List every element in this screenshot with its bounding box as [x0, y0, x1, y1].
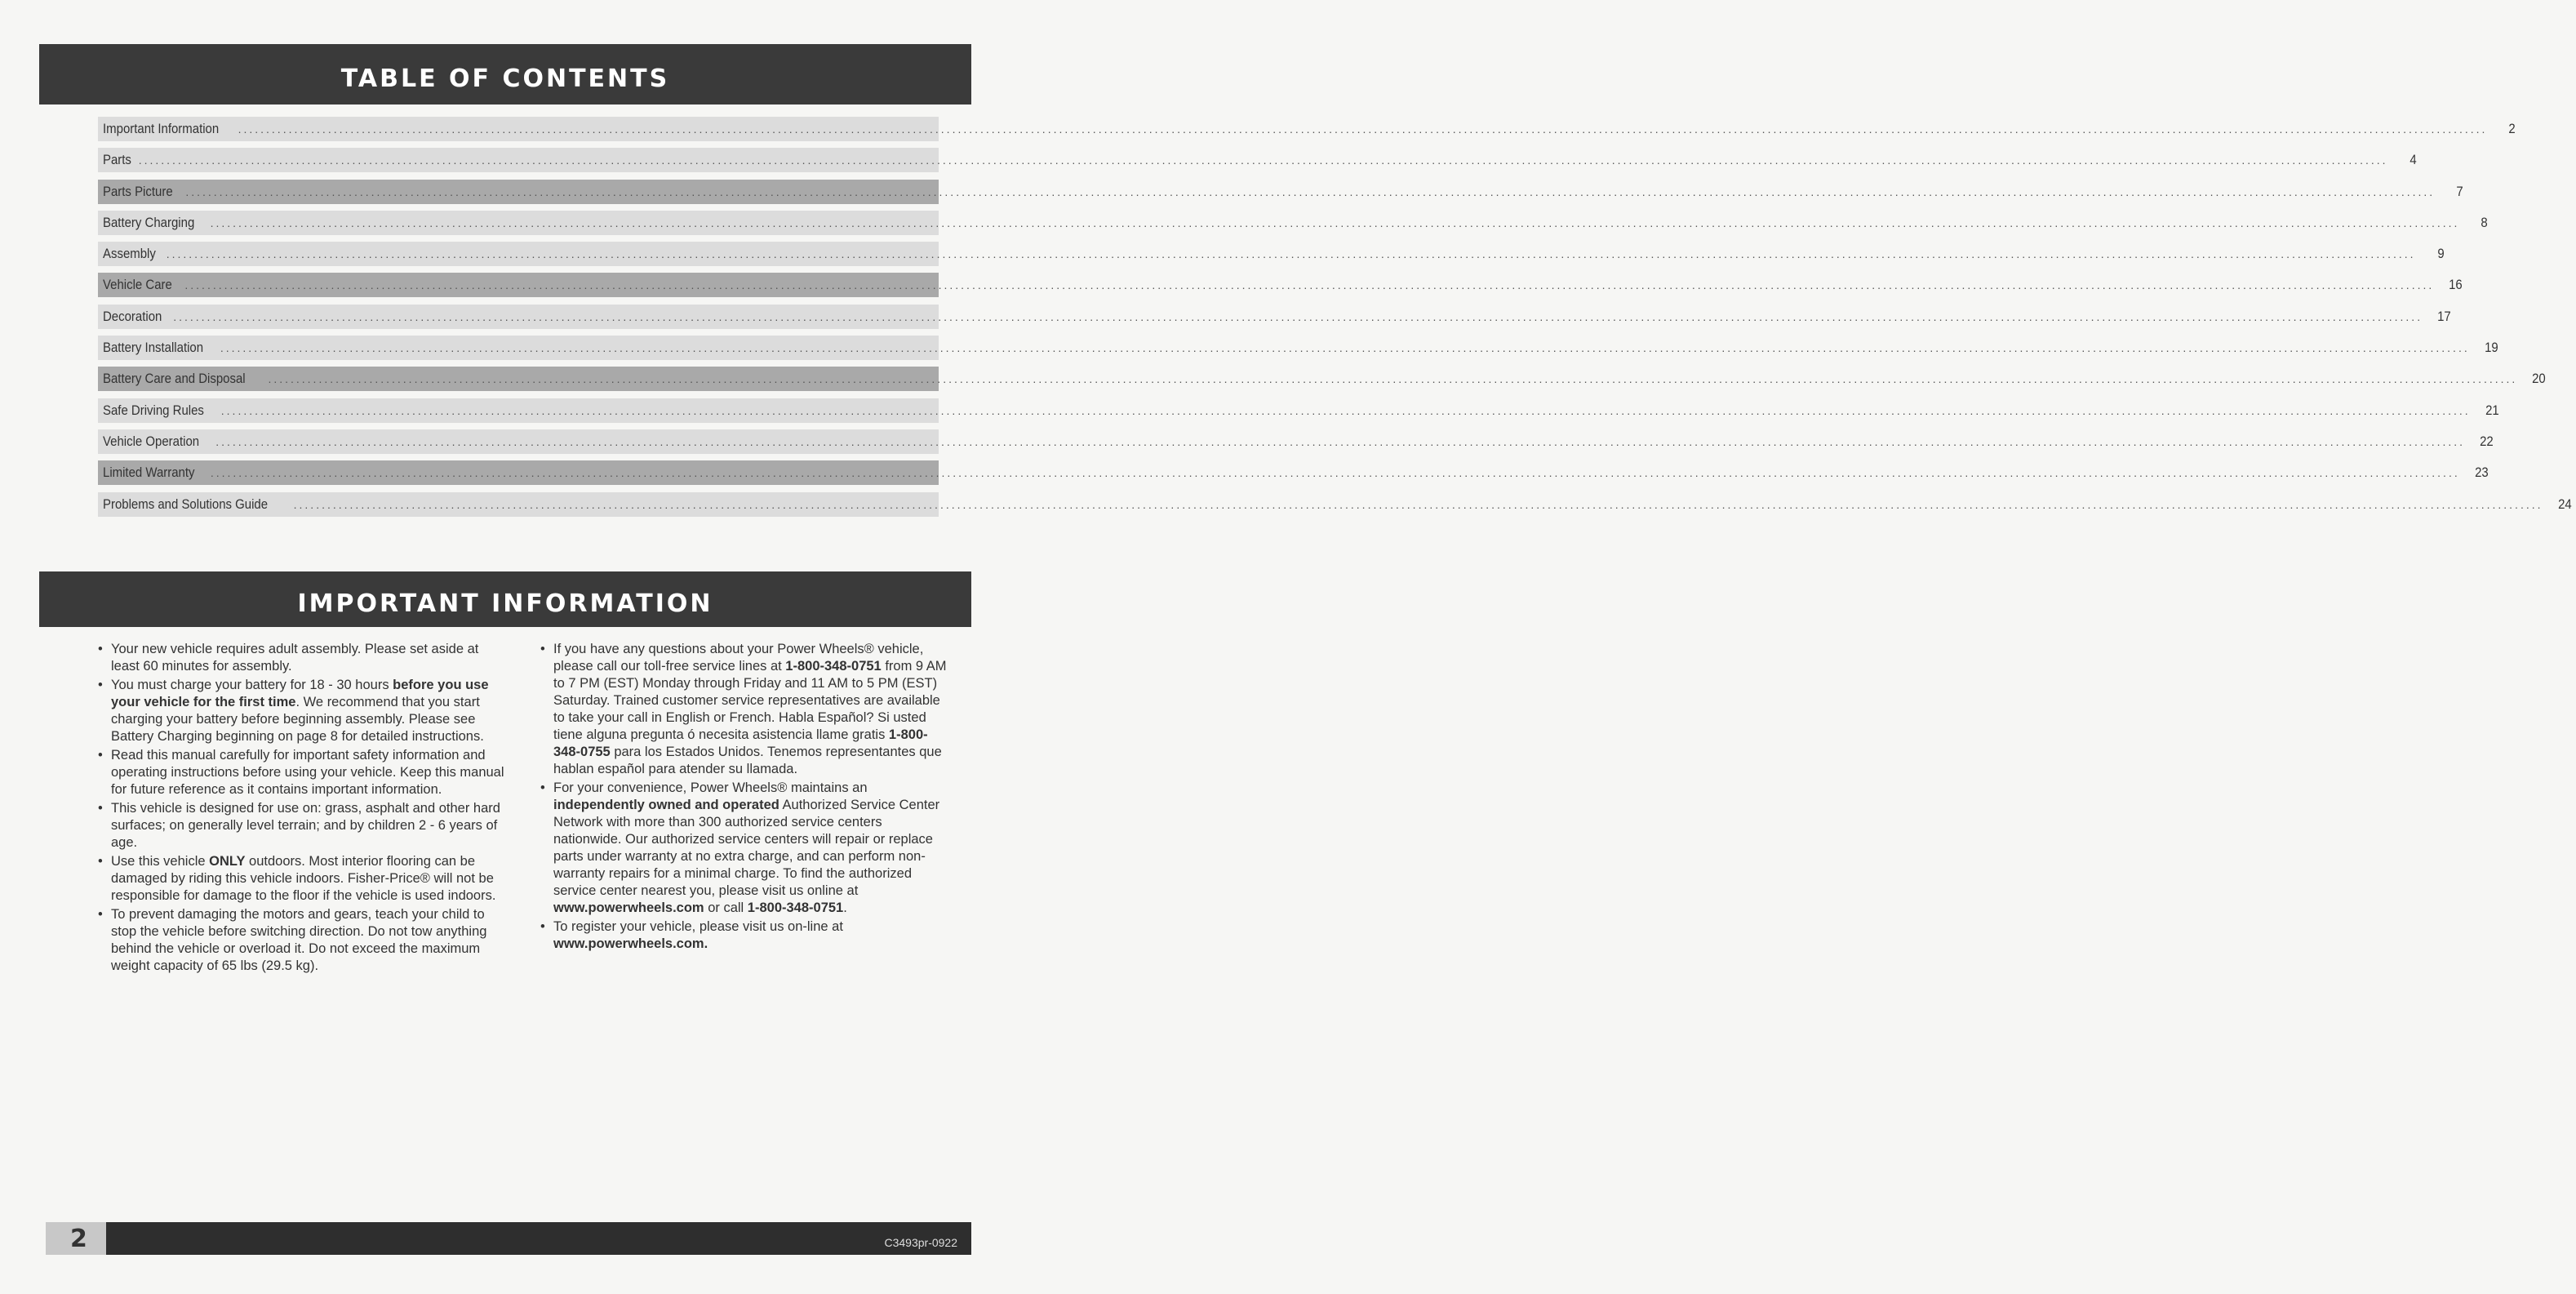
- toc-entry-page: 17: [2437, 308, 2451, 324]
- toc-entry-title: Problems and Solutions Guide: [103, 496, 269, 512]
- toc-entry: [98, 117, 2516, 141]
- toc-entry-title: Vehicle Operation: [103, 433, 200, 449]
- toc-dot-leader: ................................................................................................................................................................................................................................................................................................................................................................................................................: [166, 247, 2416, 261]
- important-info-header: [39, 571, 971, 627]
- toc-dot-leader: ................................................................................................................................................................................................................................................................................................................................................................................................................: [210, 216, 2460, 229]
- info-text: For your convenience, Power Wheels® maintains an: [553, 780, 868, 795]
- toc-entry: [98, 492, 2572, 517]
- toc-entry: [98, 148, 2417, 172]
- info-left-list: [96, 641, 504, 975]
- toc-entry-title: Parts: [103, 152, 131, 168]
- info-bold-text: 1-800-348-0751: [747, 900, 844, 915]
- toc-entry-title: Assembly: [103, 246, 156, 262]
- toc-entry-page: 20: [2532, 371, 2547, 387]
- info-bold-text: www.powerwheels.com.: [553, 936, 708, 951]
- toc-entry-title: Vehicle Care: [103, 277, 172, 293]
- toc-dot-leader: ................................................................................................................................................................................................................................................................................................................................................................................................................: [138, 153, 2388, 167]
- toc-entry-page: 19: [2484, 340, 2498, 356]
- toc-dot-leader: ................................................................................................................................................................................................................................................................................................................................................................................................................: [220, 341, 2470, 355]
- toc-entry-title: Important Information: [103, 121, 220, 136]
- info-bullet: [96, 677, 504, 745]
- toc-entry-page: 9: [2436, 246, 2445, 262]
- toc-entry-page: 21: [2485, 402, 2499, 418]
- toc-entry-title: Limited Warranty: [103, 465, 195, 481]
- info-bold-text: ONLY: [209, 854, 246, 869]
- page-number: 2: [70, 1225, 87, 1253]
- important-info-title: IMPORTANT INFORMATION: [297, 589, 713, 618]
- info-text: To register your vehicle, please visit us on-line at: [553, 919, 843, 934]
- toc-entry-page: 7: [2456, 183, 2463, 199]
- toc-entry: [98, 180, 2463, 204]
- toc-entry-page: 23: [2474, 465, 2489, 481]
- toc-dot-leader: ................................................................................................................................................................................................................................................................................................................................................................................................................: [293, 497, 2543, 511]
- toc-dot-leader: ................................................................................................................................................................................................................................................................................................................................................................................................................: [220, 403, 2471, 417]
- info-bullet: [539, 918, 947, 953]
- toc-entry-title: Battery Charging: [103, 214, 195, 230]
- info-text: .: [843, 900, 847, 915]
- toc-dot-leader: ................................................................................................................................................................................................................................................................................................................................................................................................................: [215, 434, 2466, 448]
- toc-entry-title: Parts Picture: [103, 183, 173, 199]
- info-bullet: [96, 800, 504, 852]
- toc-entry: [98, 273, 2463, 297]
- info-text: Authorized Service Center Network with more than 300 authorized service centers nationwide. Our authorized service centers will repair or replace parts under warranty at no extra charge, and can perform non-warranty repairs for a minimal charge. To find the authorized service center nearest you, please visit us online at: [553, 798, 940, 898]
- info-text: Read this manual carefully for important safety information and operating instructions before using your vehicle. Keep this manual for future reference as it contains important information.: [111, 748, 504, 797]
- toc-dot-leader: ................................................................................................................................................................................................................................................................................................................................................................................................................: [173, 309, 2423, 323]
- info-bold-text: 1-800-348-0755: [553, 727, 928, 759]
- info-text: para los Estados Unidos. Tenemos representantes que hablan español para atender su llamada.: [553, 745, 942, 776]
- info-bold-text: independently owned and operated: [553, 798, 779, 812]
- info-text: Your new vehicle requires adult assembly. Please set aside at least 60 minutes for assembly.: [111, 642, 479, 674]
- info-text: This vehicle is designed for use on: grass, asphalt and other hard surfaces; on generally level terrain; and by children 2 - 6 years of age.: [111, 801, 500, 850]
- toc-entry-page: 22: [2480, 433, 2494, 449]
- document-code: C3493pr-0922: [884, 1236, 957, 1249]
- toc-dot-leader: ................................................................................................................................................................................................................................................................................................................................................................................................................: [238, 122, 2488, 136]
- info-text: outdoors. Most interior flooring can be damaged by riding this vehicle indoors. Fisher-Price® will not be responsible for damage to the floor if the vehicle is used indoors.: [111, 854, 496, 903]
- toc-header: [39, 44, 971, 104]
- footer-bar: [106, 1222, 971, 1255]
- info-text: or call: [704, 900, 748, 915]
- toc-entry-page: 8: [2481, 214, 2489, 230]
- toc-entry-title: Decoration: [103, 308, 162, 324]
- info-text: from 9 AM to 7 PM (EST) Monday through Friday and 11 AM to 5 PM (EST) Saturday. Trained customer service representatives are available to take your call in English or French. Habla Español? Si usted tiene alguna pregunta ó necesita asistencia llame gratis: [553, 659, 947, 742]
- info-text: Use this vehicle: [111, 854, 210, 869]
- toc-entry-title: Battery Care and Disposal: [103, 371, 246, 387]
- toc-dot-leader: ................................................................................................................................................................................................................................................................................................................................................................................................................: [185, 185, 2436, 198]
- info-text: You must charge your battery for 18 - 30 hours: [111, 678, 393, 692]
- info-bullet: [96, 641, 504, 675]
- toc-entry-page: 16: [2449, 277, 2463, 293]
- toc-dot-leader: ................................................................................................................................................................................................................................................................................................................................................................................................................: [184, 278, 2435, 292]
- toc-dot-leader: ................................................................................................................................................................................................................................................................................................................................................................................................................: [210, 466, 2460, 480]
- toc-entry-page: 4: [2409, 152, 2417, 168]
- info-bullet: [96, 853, 504, 905]
- info-text: If you have any questions about your Power Wheels® vehicle, please call our toll-free service lines at: [553, 642, 924, 674]
- toc-entry: [98, 460, 2489, 485]
- toc-entry-title: Safe Driving Rules: [103, 402, 204, 418]
- info-bold-text: 1-800-348-0751: [785, 659, 882, 674]
- info-bold-text: before you use your vehicle for the first time: [111, 678, 489, 709]
- toc-entry: [98, 211, 2489, 235]
- info-right-column: [539, 641, 947, 954]
- info-text: To prevent damaging the motors and gears, teach your child to stop the vehicle before switching direction. Do not tow anything behind the vehicle or overload it. Do not exceed the maximum weight capacity of 65 lbs (29.5 kg).: [111, 907, 487, 973]
- toc-entry: [98, 336, 2498, 360]
- info-text: . We recommend that you start charging your battery before beginning assembly. Please see Battery Charging beginning on page 8 for detailed instructions.: [111, 695, 484, 744]
- toc-entry: [98, 305, 2451, 329]
- toc-entry-title: Battery Installation: [103, 340, 204, 356]
- info-bullet: [96, 747, 504, 798]
- info-right-list: [539, 641, 947, 953]
- info-left-column: [96, 641, 504, 976]
- info-bullet: [96, 906, 504, 975]
- toc-entry-page: 24: [2557, 496, 2572, 512]
- toc-dot-leader: ................................................................................................................................................................................................................................................................................................................................................................................................................: [268, 372, 2518, 386]
- info-bold-text: www.powerwheels.com: [553, 900, 704, 915]
- toc-title: TABLE OF CONTENTS: [340, 64, 670, 93]
- table-of-contents: [98, 117, 2572, 523]
- info-bullet: [539, 780, 947, 917]
- toc-entry: [98, 429, 2494, 454]
- toc-entry: [98, 242, 2445, 266]
- toc-entry: [98, 398, 2499, 423]
- toc-entry: [98, 367, 2547, 391]
- toc-entry-page: 2: [2508, 121, 2516, 136]
- info-bullet: [539, 641, 947, 778]
